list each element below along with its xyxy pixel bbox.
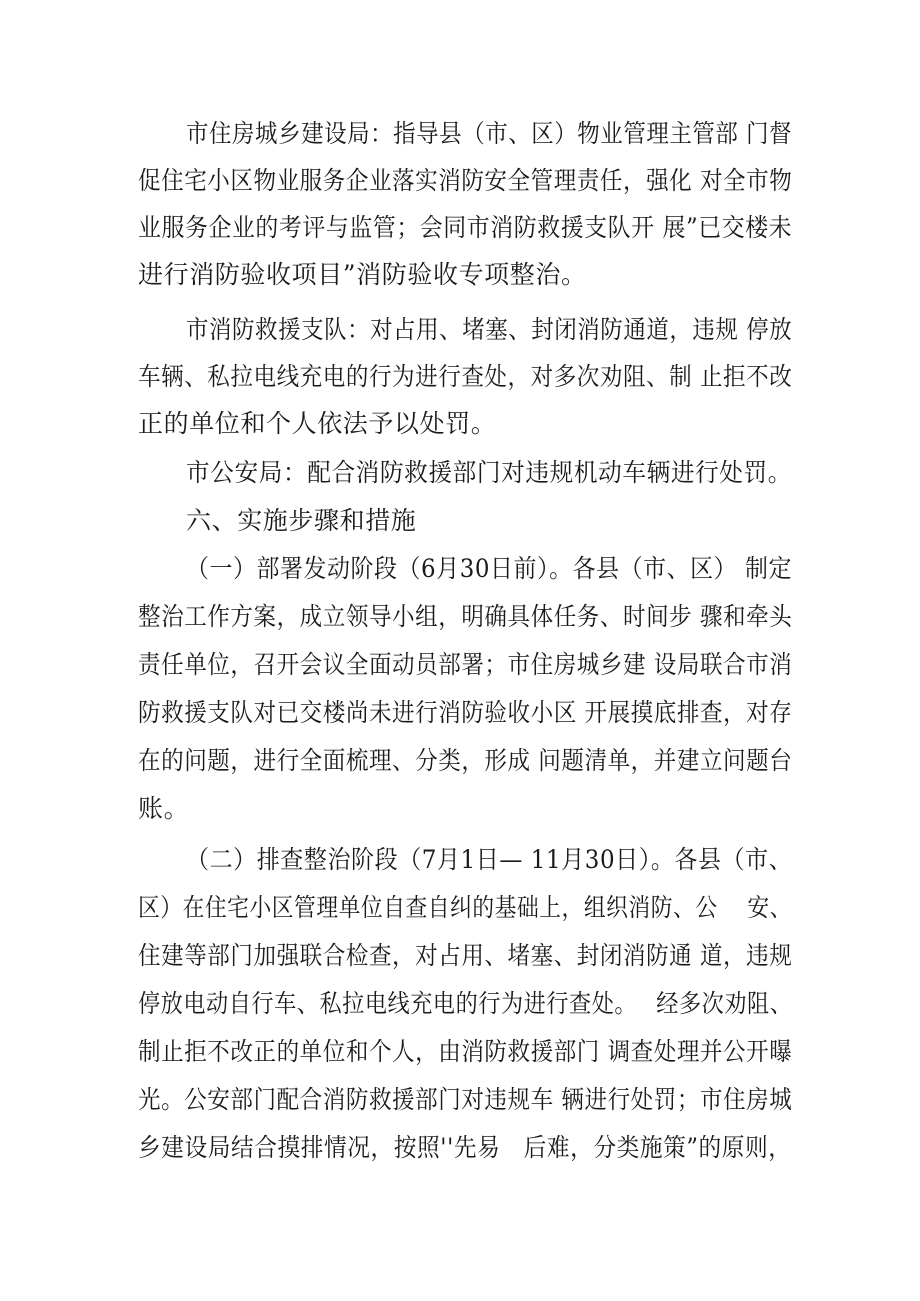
text-line: 市公安局：配合消防救援部门对违规机动车辆进行处罚。 bbox=[186, 458, 793, 487]
text-line: 在的问题，进行全面梳理、分类，形成 问题清单，并建立问题台 bbox=[138, 746, 793, 775]
text-line: 区）在住宅小区管理单位自查自纠的基础上，组织消防、公 安、 bbox=[138, 893, 792, 922]
text-line: 市住房城乡建设局：指导县（市、区）物业管理主管部 门督 bbox=[186, 119, 793, 148]
text-line: 市消防救援支队：对占用、堵塞、封闭消防通道，违规 停放 bbox=[186, 315, 793, 344]
text-line: 账。 bbox=[138, 794, 190, 823]
text-line: 防救援支队对已交楼尚未进行消防验收小区 开展摸底排查，对存 bbox=[138, 698, 793, 727]
text-line: 制止拒不改正的单位和个人，由消防救援部门 调查处理并公开曝 bbox=[138, 1037, 793, 1066]
text-line: 停放电动自行车、私拉电线充电的行为进行查处。 经多次劝阻、 bbox=[138, 989, 793, 1018]
text-line: 整治工作方案，成立领导小组，明确具体任务、时间步 骤和牵头 bbox=[138, 602, 793, 631]
text-line: 光。公安部门配合消防救援部门对违规车 辆进行处罚；市住房城 bbox=[138, 1085, 793, 1114]
text-line: 促住宅小区物业服务企业落实消防安全管理责任，强化 对全市物 bbox=[138, 166, 793, 195]
heading-text: 六、实施步骤和措施 bbox=[186, 506, 417, 535]
text-line: 正的单位和个人依法予以处罚。 bbox=[138, 409, 497, 438]
text-line: 乡建设局结合摸排情况，按照''先易 后难，分类施策”的原则， bbox=[138, 1133, 792, 1162]
text-line: （二）排查整治阶段（7月1日— 11月30日）。各县（市、 bbox=[186, 845, 793, 874]
text-line: 进行消防验收项目”消防验收专项整治。 bbox=[138, 260, 587, 289]
text-line: （一）部署发动阶段（6月30日前）。各县（市、区） 制定 bbox=[186, 554, 792, 583]
text-line: 车辆、私拉电线充电的行为进行查处，对多次劝阻、制 止拒不改 bbox=[138, 362, 793, 391]
text-line: 住建等部门加强联合检查，对占用、堵塞、封闭消防通 道，违规 bbox=[138, 941, 793, 970]
text-line: 责任单位，召开会议全面动员部署；市住房城乡建 设局联合市消 bbox=[138, 650, 793, 679]
text-line: 业服务企业的考评与监管；会同市消防救援支队开 展”已交楼未 bbox=[138, 213, 793, 242]
